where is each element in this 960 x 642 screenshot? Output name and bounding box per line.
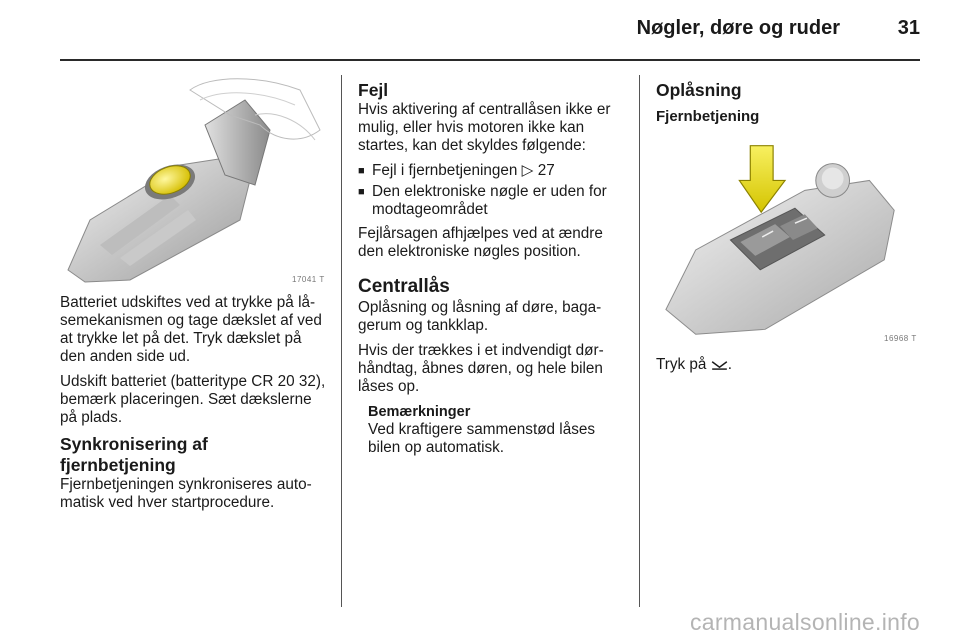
figure-code: 16968 T bbox=[884, 334, 917, 343]
sync-paragraph: Fjernbetjeningen synkroniseres automatisk ved hver startprocedure. bbox=[60, 476, 312, 511]
page-reference: 27 bbox=[537, 162, 555, 179]
door-handle-paragraph: Hvis der trækkes i et indvendigt dørhåndtag, åbnes døren, og hele bilen låses op. bbox=[358, 342, 604, 395]
central-lock-heading: Centrallås bbox=[358, 276, 450, 297]
column-3-header bbox=[656, 80, 920, 148]
caption-period: . bbox=[727, 356, 732, 373]
remote-unlock-illustration bbox=[656, 140, 920, 340]
battery-paragraph: Batteriet udskiftes ved at trykke på låsemekanismen og tage dækslet af ved at trykke let på det. Tryk dækslet på den anden side ud. bbox=[60, 294, 322, 365]
unlock-button-icon bbox=[711, 359, 728, 370]
column-divider-1 bbox=[341, 75, 342, 607]
column-1-text bbox=[60, 294, 326, 519]
note-title: Bemærkninger bbox=[368, 404, 471, 420]
page-header-title: Nøgler, døre og ruder bbox=[636, 17, 840, 39]
page-ref-icon: ▷ bbox=[521, 162, 534, 179]
fault-remedy: Fejlårsagen afhjælpes ved at ændre den elektroniske nøgles position. bbox=[358, 225, 603, 260]
fault-heading: Fejl bbox=[358, 80, 389, 100]
battery-type-paragraph: Udskift batteriet (batteritype CR 20 32), bemærk placeringen. Sæt dækslerne på plads. bbox=[60, 373, 326, 426]
note-box bbox=[368, 403, 628, 457]
central-lock-paragraph: Oplåsning og låsning af døre, bagagerum og tankklap. bbox=[358, 299, 602, 334]
battery-replacement-illustration bbox=[60, 70, 330, 285]
list-item: ■ Fejl i fjernbetjeningen ▷ 27 bbox=[358, 162, 628, 180]
list-item: ■ Den elektroniske nøgle er uden for modtageområdet bbox=[358, 183, 628, 219]
press-caption: Tryk på bbox=[656, 356, 707, 373]
note-text: Ved kraftigere sammenstød låses bilen op automatisk. bbox=[368, 421, 596, 456]
unlocking-heading: Oplåsning bbox=[656, 80, 742, 100]
page-number: 31 bbox=[897, 17, 920, 39]
fault-intro: Hvis aktivering af centrallåsen ikke er mulig, eller hvis motoren ikke kan startes, kan det skyldes følgende: bbox=[358, 101, 611, 154]
watermark: carmanualsonline.info bbox=[689, 609, 920, 635]
sync-heading: Synkronisering af fjernbetjening bbox=[60, 434, 208, 475]
column-3-caption bbox=[656, 356, 920, 374]
column-divider-2 bbox=[639, 75, 640, 607]
header-rule bbox=[60, 59, 920, 61]
fault-list bbox=[358, 162, 628, 219]
figure-code: 17041 T bbox=[292, 275, 325, 284]
column-2-text bbox=[358, 80, 628, 457]
remote-subheading: Fjernbetjening bbox=[656, 108, 760, 125]
